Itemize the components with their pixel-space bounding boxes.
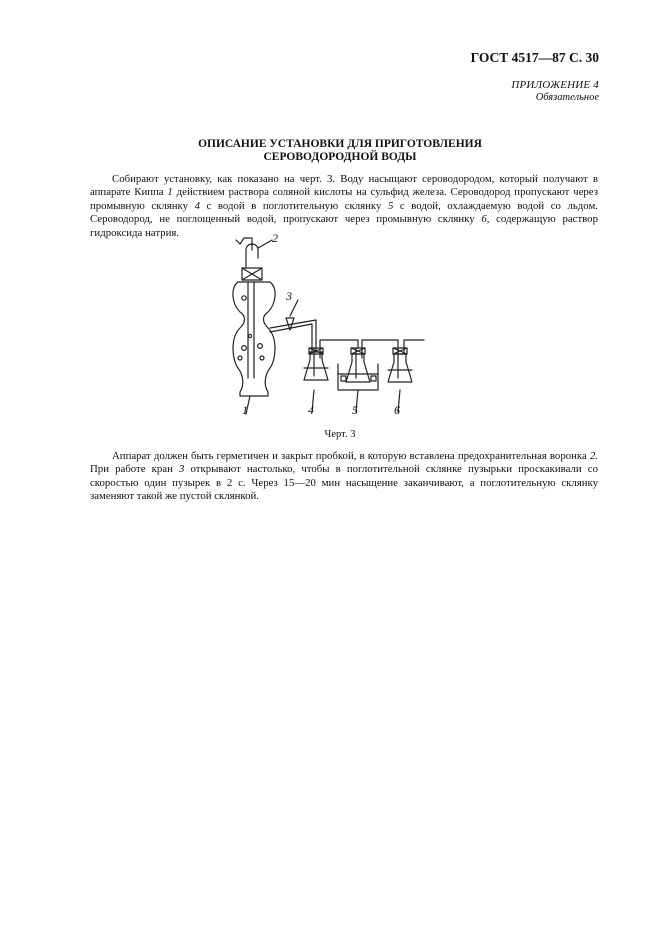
kipp-apparatus [233, 238, 275, 414]
section-title-line-2: СЕРОВОДОРОДНОЙ ВОДЫ [263, 151, 417, 163]
label-3: 3 [286, 289, 292, 303]
p1-text-5: , содержащую раствор гидроксида натрия. [90, 213, 598, 239]
p1-text-1: Собирают установку, как показано на черт. 3. Воду насыщают сероводородом, который получают в аппарате Киппа [90, 173, 598, 199]
label-4: 4 [308, 403, 314, 417]
label-6: 6 [394, 403, 400, 417]
p2-text-2: При работе кран [90, 463, 179, 476]
label-2: 2 [272, 231, 278, 245]
annex-block [511, 79, 599, 103]
figure-caption: Черт. 3 [324, 429, 356, 440]
p1-ref-4: 4 [194, 199, 200, 212]
p2-text-1: Аппарат должен быть герметичен и закрыт пробкой, в которую вставлена предохранительная воронка [112, 450, 590, 462]
p1-text-2: действием раствора соляной кислоты на сульфид железа. Сероводород пропускают через промывную склянку [90, 186, 598, 212]
wash-bottle-6 [388, 340, 424, 412]
document-header: ГОСТ 4517—87 С. 30 [470, 50, 599, 65]
p2-text-3: открывают настолько, чтобы в поглотительной склянке пузырьки проскакивали со скоростью один пузырек в 2 с. Через 15—20 мин насыщение заканчивают, а поглотительную склянку заменяют такой же пустой склянкой. [90, 463, 598, 503]
section-title [90, 138, 590, 164]
apparatus-drawing [210, 228, 450, 418]
p2-ref-2: 2. [589, 450, 598, 462]
leader-2 [258, 240, 272, 248]
p1-ref-6: 6 [481, 213, 487, 226]
annex-status: Обязательное [535, 92, 599, 103]
outlet-tube-with-tap [270, 300, 316, 352]
paragraph-operation-notes [90, 450, 598, 504]
apparatus-svg [210, 228, 450, 418]
label-1: 1 [242, 403, 248, 417]
label-5: 5 [352, 403, 358, 417]
annex-title: ПРИЛОЖЕНИЕ 4 [511, 79, 599, 91]
absorber-bottle-5-in-bath [338, 340, 398, 412]
p2-ref-3: 3 [179, 463, 185, 476]
p1-ref-5: 5 [387, 199, 394, 212]
p1-text-4: с водой, охлаждаемую водой со льдом. Сероводород, не поглощенный водой, пропускают через промывную склянку [90, 199, 599, 226]
section-title-line-1: ОПИСАНИЕ УСТАНОВКИ ДЛЯ ПРИГОТОВЛЕНИЯ [198, 138, 482, 150]
p1-text-3: с водой в поглотительную склянку [199, 199, 388, 212]
p1-ref-1: 1 [167, 186, 173, 199]
